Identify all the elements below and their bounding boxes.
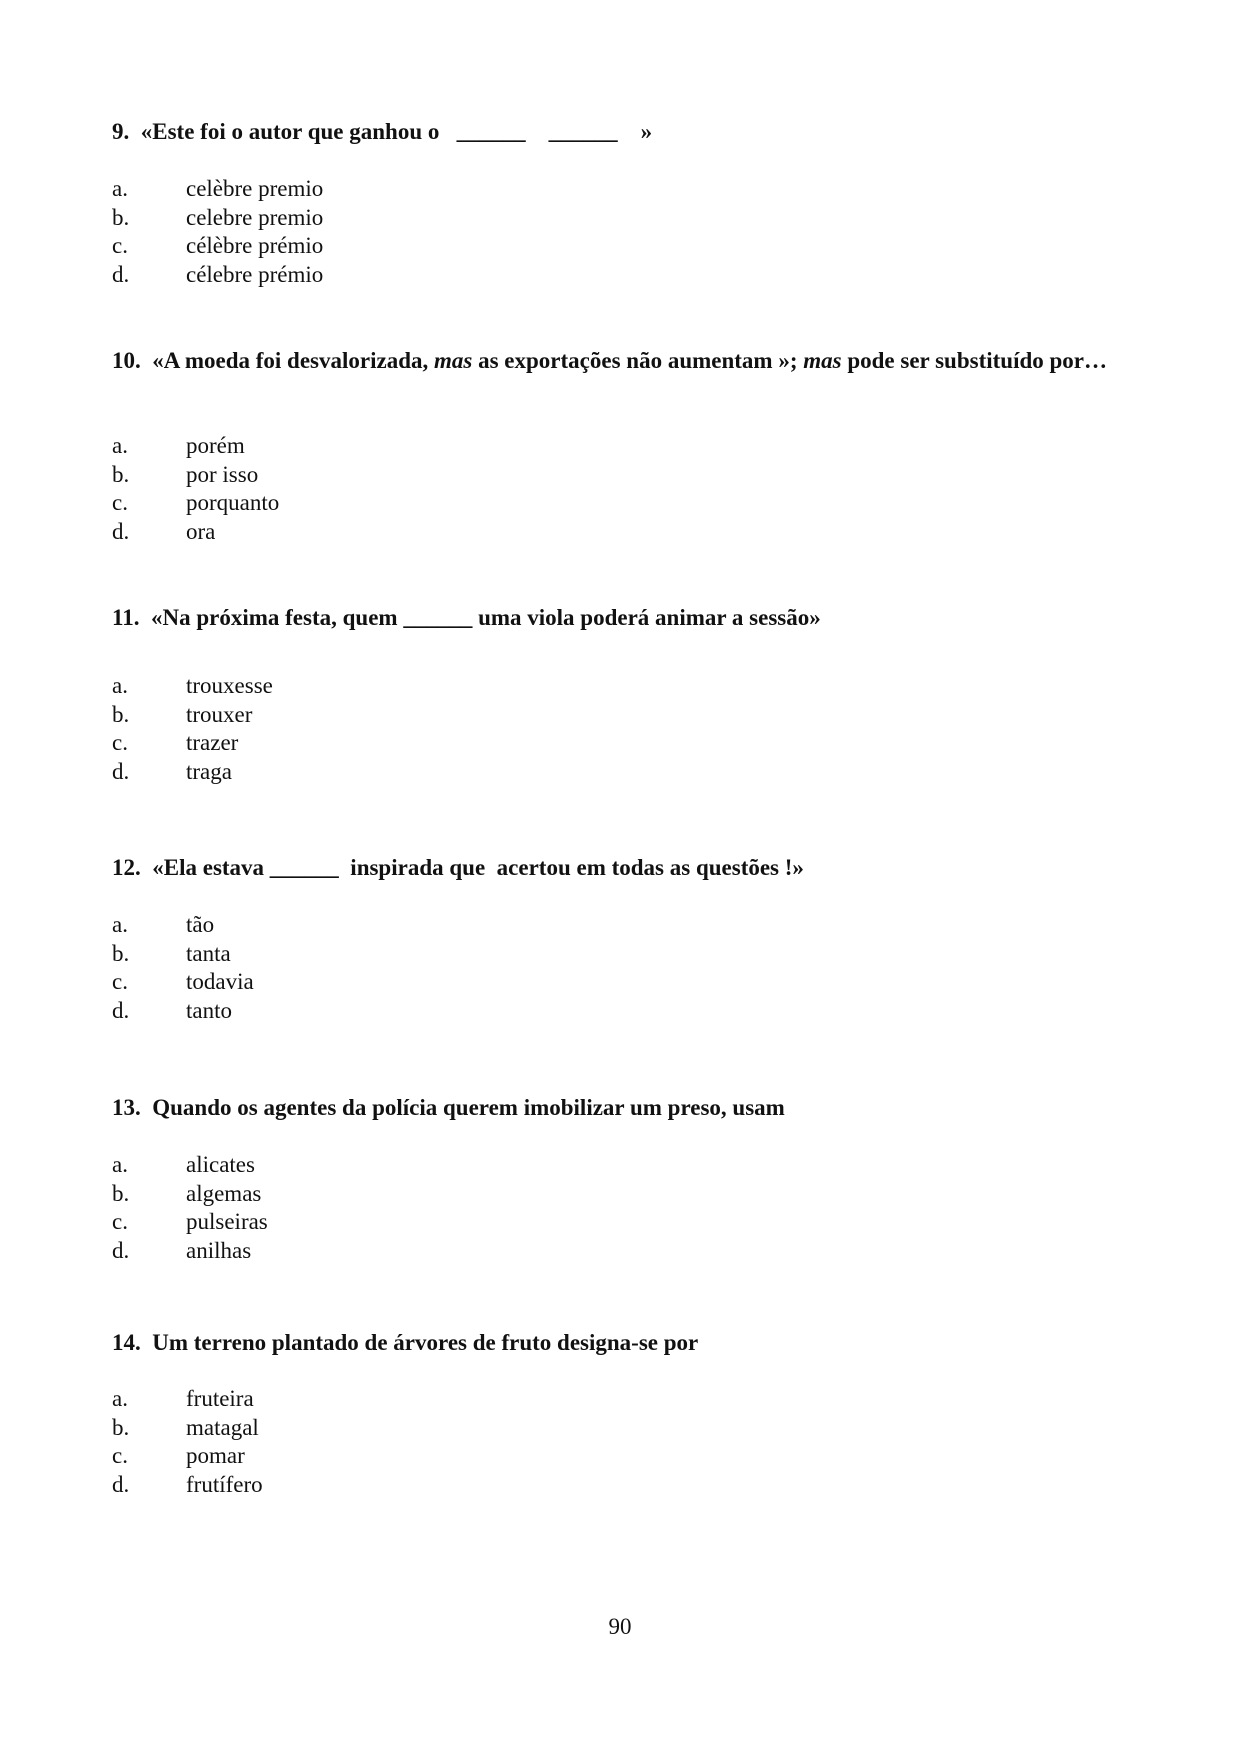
question-text-italic: mas	[803, 348, 842, 373]
option-item	[112, 997, 254, 1026]
question-13-title	[112, 1093, 1137, 1123]
question-14-options	[112, 1385, 263, 1499]
option-letter: b.	[112, 461, 130, 487]
page-number: 90	[608, 1614, 632, 1639]
option-text: por isso	[186, 461, 259, 487]
question-number: 11.	[112, 605, 140, 630]
option-letter: a.	[112, 176, 128, 201]
option-item	[112, 1471, 263, 1500]
option-letter: c.	[112, 730, 128, 755]
option-text: algemas	[186, 1180, 262, 1206]
option-item	[112, 1237, 268, 1266]
question-12-title	[112, 853, 1137, 883]
question-number: 10.	[112, 348, 141, 373]
option-item	[112, 968, 254, 997]
option-text: alicates	[186, 1152, 255, 1177]
option-letter: d.	[112, 1471, 130, 1497]
option-item	[112, 232, 323, 261]
option-letter: a.	[112, 433, 128, 458]
option-text: pulseiras	[186, 1209, 268, 1234]
option-item	[112, 1385, 263, 1414]
option-item	[112, 432, 279, 461]
option-item	[112, 489, 279, 518]
question-9-title	[112, 117, 1137, 147]
question-14-title	[112, 1328, 1137, 1358]
option-item	[112, 672, 273, 701]
question-text-part: as exportações não aumentam »;	[472, 348, 804, 373]
option-letter: b.	[112, 204, 130, 230]
option-text: trazer	[186, 730, 239, 755]
option-letter: b.	[112, 940, 130, 966]
option-text: célebre prémio	[186, 261, 324, 287]
option-item	[112, 204, 323, 233]
question-number: 14.	[112, 1330, 141, 1355]
question-text: «Na próxima festa, quem ______ uma viola poderá animar a sessão»	[150, 605, 821, 630]
option-letter: a.	[112, 1386, 128, 1411]
option-text: porquanto	[186, 490, 280, 515]
option-text: celebre premio	[186, 204, 324, 230]
option-item	[112, 940, 254, 969]
option-item	[112, 1180, 268, 1209]
question-13-options	[112, 1151, 268, 1265]
option-letter: d.	[112, 758, 130, 784]
question-number: 9.	[112, 119, 130, 144]
question-text-part: pode ser substituído por…	[841, 348, 1108, 373]
question-9-options	[112, 175, 323, 289]
option-text: celèbre premio	[186, 176, 324, 201]
question-10-options	[112, 432, 279, 546]
option-item	[112, 1414, 263, 1443]
option-text: ora	[186, 518, 216, 544]
question-text: «Ela estava ______ inspirada que acertou em todas as questões !»	[152, 855, 804, 880]
option-text: fruteira	[186, 1386, 254, 1411]
option-letter: a.	[112, 912, 128, 937]
question-11-options	[112, 672, 273, 786]
question-number: 13.	[112, 1095, 141, 1120]
option-letter: a.	[112, 673, 128, 698]
option-item	[112, 175, 323, 204]
option-text: anilhas	[186, 1237, 252, 1263]
option-letter: d.	[112, 261, 130, 287]
question-text-part: «A moeda foi desvalorizada,	[152, 348, 434, 373]
option-letter: c.	[112, 1209, 128, 1234]
option-text: todavia	[186, 969, 254, 994]
option-text: tão	[186, 912, 215, 937]
option-letter: c.	[112, 969, 128, 994]
question-11-title	[112, 603, 1137, 633]
option-text: célèbre prémio	[186, 233, 324, 258]
option-letter: b.	[112, 1180, 130, 1206]
option-item	[112, 261, 323, 290]
option-item	[112, 1151, 268, 1180]
option-letter: c.	[112, 1443, 128, 1468]
option-text: pomar	[186, 1443, 245, 1468]
option-item	[112, 461, 279, 490]
option-letter: d.	[112, 1237, 130, 1263]
question-text-italic: mas	[434, 348, 473, 373]
question-12-options	[112, 911, 254, 1025]
option-text: frutífero	[186, 1471, 263, 1497]
question-text: Quando os agentes da polícia querem imobilizar um preso, usam	[152, 1095, 785, 1120]
question-text: Um terreno plantado de árvores de fruto designa-se por	[152, 1330, 699, 1355]
option-letter: c.	[112, 490, 128, 515]
option-item	[112, 1442, 263, 1471]
option-item	[112, 1208, 268, 1237]
question-number: 12.	[112, 855, 141, 880]
option-text: traga	[186, 758, 232, 784]
option-text: trouxesse	[186, 673, 273, 698]
option-letter: d.	[112, 518, 130, 544]
option-text: tanto	[186, 997, 232, 1023]
option-letter: b.	[112, 1414, 130, 1440]
question-10-title	[112, 346, 1137, 376]
option-text: tanta	[186, 940, 231, 966]
option-text: trouxer	[186, 701, 253, 727]
option-item	[112, 729, 273, 758]
option-item	[112, 758, 273, 787]
option-item	[112, 701, 273, 730]
option-letter: a.	[112, 1152, 128, 1177]
question-text: «Este foi o autor que ganhou o ______ ______ »	[140, 119, 653, 144]
option-text: matagal	[186, 1414, 259, 1440]
option-letter: c.	[112, 233, 128, 258]
option-item	[112, 911, 254, 940]
option-item	[112, 518, 279, 547]
option-text: porém	[186, 433, 245, 458]
option-letter: b.	[112, 701, 130, 727]
option-letter: d.	[112, 997, 130, 1023]
